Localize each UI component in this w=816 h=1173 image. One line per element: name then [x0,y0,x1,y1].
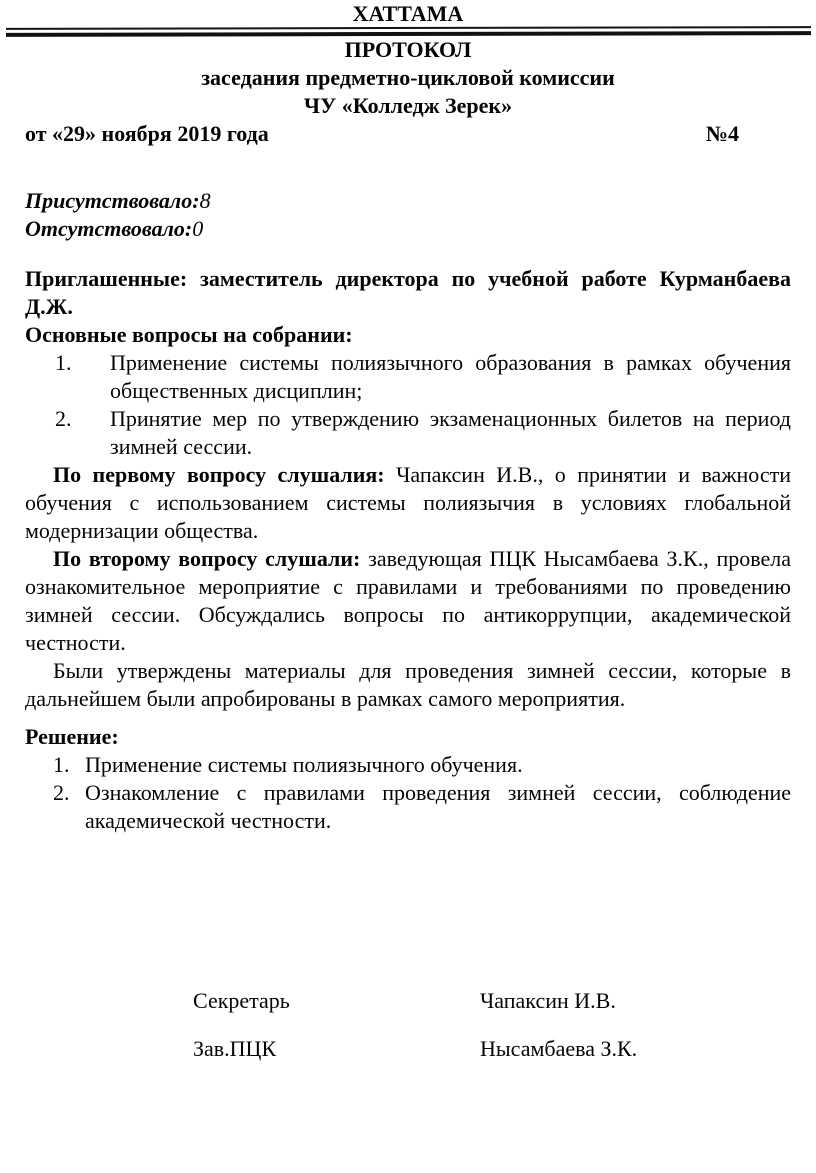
agenda-item [25,405,791,461]
second-question-lead: По второму вопросу слушали: [53,546,361,571]
first-question-text: Чапаксин И.В., о принятии и важности обучения с использованием системы полиязычия в условиях глобальной модернизации общества. [25,462,791,543]
decision-item [25,751,791,779]
agenda-item-text: Применение системы полиязычного образования в рамках обучения общественных дисциплин; [110,350,791,403]
second-question-paragraph [25,545,791,657]
agenda-item-number: 2. [55,406,72,431]
protocol-number: №4 [705,121,739,146]
agenda-heading: Основные вопросы на собрании: [25,322,353,347]
absent-line [25,215,791,243]
subtitle-commission: заседания предметно-цикловой комиссии [201,65,615,90]
attendance-block [25,187,791,243]
agenda-item-number: 1. [55,350,72,375]
title-kazakh: ХАТТАМА [352,1,464,26]
materials-text: Были утверждены материалы для проведения зимней сессии, которые в дальнейшем были апробированы в рамках самого мероприятия. [25,658,791,711]
decision-item-text: Применение системы полиязычного обучения. [85,752,523,777]
protocol-date: от «29» ноября 2019 года [25,121,269,146]
agenda-item [25,349,791,405]
date-number-row [25,120,791,148]
signature-block [25,987,791,1063]
second-question-text: заведующая ПЦК Нысамбаева З.К., провела ознакомительное мероприятие с правилами и требованиями по проведению зимней сессии. Обсуждались вопросы по антикоррупции, академической честности. [25,546,791,655]
decision-item-text: Ознакомление с правилами проведения зимней сессии, соблюдение академической честности. [85,780,791,833]
materials-paragraph [25,657,791,713]
signature-row-head [25,1035,791,1063]
decision-heading: Решение: [25,724,119,749]
first-question-lead: По первому вопросу слушалия: [53,462,385,487]
present-line [25,187,791,215]
title-russian: ПРОТОКОЛ [344,37,472,62]
decision-item [25,779,791,835]
signature-row-secretary [25,987,791,1015]
absent-label: Отсутствовало: [25,216,193,241]
agenda-item-text: Принятие мер по утверждению экзаменационных билетов на период зимней сессии. [110,406,791,459]
signature-role: Зав.ПЦК [193,1036,277,1061]
invited-paragraph: Приглашенные: заместитель директора по учебной работе Курманбаева Д.Ж. [25,266,791,319]
signature-role: Секретарь [193,988,290,1013]
signature-name: Чапаксин И.В. [480,988,616,1013]
signature-name: Нысамбаева З.К. [480,1036,638,1061]
present-label: Присутствовало: [25,188,200,213]
absent-value: 0 [192,216,204,241]
first-question-paragraph [25,461,791,545]
header-divider [6,26,811,37]
present-value: 8 [199,188,211,213]
decision-item-number: 1. [53,752,70,777]
subtitle-college: ЧУ «Колледж Зерек» [303,93,513,118]
decision-item-number: 2. [53,780,70,805]
